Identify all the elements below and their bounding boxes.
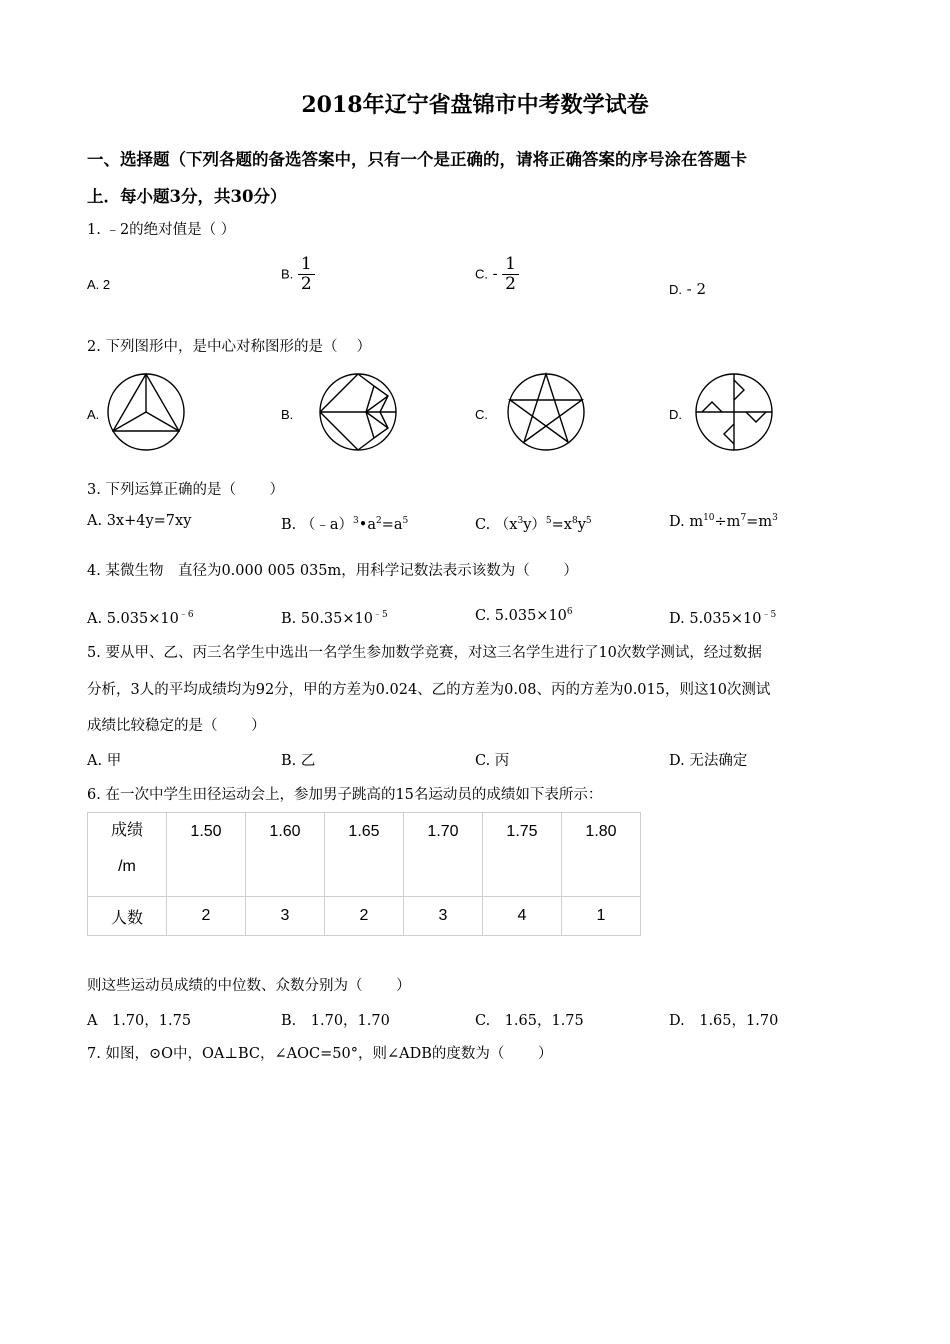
high-jump-score-table: [87, 812, 641, 936]
question-6-followup: 则这些运动员成绩的中位数、众数分别为（ ）: [87, 978, 411, 994]
table-cell-score: 1.50: [167, 813, 246, 897]
q1-d-value: - 2: [686, 280, 706, 298]
q4-c-text: C. 5.035×10: [475, 608, 567, 624]
q4-d-exp: ﹣5: [761, 610, 777, 620]
q3-b-exp3: 5: [402, 516, 409, 526]
q4-option-a: [87, 607, 194, 627]
q5-option-c: C. 丙: [475, 753, 510, 769]
q3-b-eq: =a: [381, 517, 403, 533]
table-header-unit-text: /m: [118, 858, 136, 875]
q2-figure-c: [504, 370, 588, 454]
q3-b-exp1: 3: [353, 516, 359, 526]
q3-c-text: C. （x: [475, 517, 518, 533]
question-5-line2: 分析，3人的平均成绩均为92分，甲的方差为0.024、乙的方差为0.08、丙的方差为0.015，则这10次测试: [87, 682, 771, 698]
q4-d-text: D. 5.035×10: [669, 611, 762, 627]
q1-option-d-label: D.: [669, 282, 682, 297]
section-heading-line1: 一、选择题（下列各题的备选答案中，只有一个是正确的，请将正确答案的序号涂在答题卡: [87, 150, 747, 169]
q5-option-a: A. 甲: [87, 753, 122, 769]
table-cell-count: 4: [483, 897, 562, 936]
table-cell-score: 1.75: [483, 813, 562, 897]
table-row-scores: [88, 813, 641, 897]
q1-option-c: [475, 255, 519, 294]
q3-c-exp2: 5: [545, 516, 552, 526]
section-heading-line2: 上．每小题3分，共30分）: [87, 187, 287, 206]
q3-d-exp1: 10: [703, 513, 715, 523]
q6-option-b: B. 1.70，1.70: [281, 1013, 390, 1029]
question-5-line1: 5. 要从甲、乙、丙三名学生中选出一名学生参加数学竞赛，对这三名学生进行了10次数学测试，经过数据: [87, 645, 762, 661]
table-cell-score: 1.65: [325, 813, 404, 897]
table-cell-score: 1.60: [246, 813, 325, 897]
q4-b-exp: ﹣5: [372, 610, 388, 620]
q6-option-c: C. 1.65，1.75: [475, 1013, 584, 1029]
q3-d-mid: ÷m: [714, 514, 741, 530]
q1-c-numerator: 1: [502, 255, 519, 275]
q1-b-numerator: 1: [298, 255, 315, 275]
q1-b-denominator: 2: [300, 274, 312, 294]
q5-option-d: D. 无法确定: [669, 753, 748, 769]
table-cell-score: 1.80: [562, 813, 641, 897]
q3-b-exp2: 2: [375, 516, 382, 526]
q1-option-b: [281, 255, 315, 294]
question-1-stem: 1. ﹣2的绝对值是（ ）: [87, 222, 236, 238]
table-header-score: [88, 813, 167, 897]
q4-a-text: A. 5.035×10: [87, 611, 179, 627]
q3-c-exp1: 3: [517, 516, 524, 526]
q3-c-exp3: 8: [571, 516, 578, 526]
q2-option-a-label: A.: [87, 407, 100, 422]
table-cell-count: 2: [167, 897, 246, 936]
q2-figure-d: [692, 370, 776, 454]
q2-option-b-label: B.: [281, 407, 294, 422]
q4-a-exp: ﹣6: [178, 610, 194, 620]
q1-option-b-label: B.: [281, 266, 294, 282]
q4-option-b: [281, 607, 388, 627]
q2-option-c-label: C.: [475, 407, 488, 422]
q5-option-b: B. 乙: [281, 753, 316, 769]
q4-option-c: [475, 607, 573, 624]
q3-option-c: [475, 513, 592, 534]
q2-figure-a: [104, 370, 188, 454]
q2-figure-b: [316, 370, 400, 454]
table-cell-count: 3: [246, 897, 325, 936]
q3-d-eq: =m: [746, 514, 773, 530]
q3-d-exp3: 3: [772, 513, 778, 523]
table-cell-score: 1.70: [404, 813, 483, 897]
question-2-stem: 2. 下列图形中，是中心对称图形的是（ ）: [87, 339, 372, 355]
q1-option-c-label: C.: [475, 266, 488, 282]
q3-b-mid: •a: [358, 517, 376, 533]
question-4-stem: 4. 某微生物 直径为0.000 005 035m，用科学记数法表示该数为（ ）: [87, 563, 578, 579]
table-header-count: 人数: [88, 897, 167, 936]
q3-c-eq: =x: [551, 517, 572, 533]
q2-option-d-label: D.: [669, 407, 682, 422]
table-row-counts: [88, 897, 641, 936]
q3-d-exp2: 7: [740, 513, 747, 523]
q3-option-b: [281, 513, 408, 534]
q1-c-denominator: 2: [505, 274, 516, 294]
q1-c-sign: -: [492, 266, 498, 283]
q4-b-text: B. 50.35×10: [281, 611, 373, 627]
question-7-stem: 7. 如图，⊙O中，OA⊥BC，∠AOC=50°，则∠ADB的度数为（ ）: [87, 1046, 553, 1062]
q1-option-c-fraction: [502, 255, 519, 294]
table-cell-count: 3: [404, 897, 483, 936]
q4-c-exp: 6: [566, 607, 573, 617]
exam-title: 2018年辽宁省盘锦市中考数学试卷: [301, 92, 649, 118]
table-cell-count: 2: [325, 897, 404, 936]
table-header-score-text: 成绩: [110, 822, 143, 839]
table-cell-count: 1: [562, 897, 641, 936]
q6-option-d: D. 1.65，1.70: [669, 1013, 779, 1029]
q3-d-text: D. m: [669, 514, 704, 530]
question-5-line3: 成绩比较稳定的是（ ）: [87, 718, 266, 734]
q3-c-y: y: [577, 517, 586, 533]
q1-option-a: A. 2: [87, 277, 111, 292]
q4-option-d: [669, 607, 776, 627]
question-3-stem: 3. 下列运算正确的是（ ）: [87, 482, 285, 498]
q3-option-d: [669, 513, 778, 530]
question-6-stem: 6. 在一次中学生田径运动会上，参加男子跳高的15名运动员的成绩如下表所示：: [87, 787, 603, 803]
q1-option-b-fraction: [298, 255, 315, 294]
q6-option-a: A 1.70，1.75: [87, 1013, 192, 1029]
q3-c-exp4: 5: [585, 516, 592, 526]
q1-option-d: [669, 280, 706, 298]
q3-b-text: B. （﹣a）: [281, 517, 354, 533]
q3-c-mid: y）: [523, 517, 546, 533]
q3-option-a: A. 3x+4y=7xy: [87, 513, 192, 529]
